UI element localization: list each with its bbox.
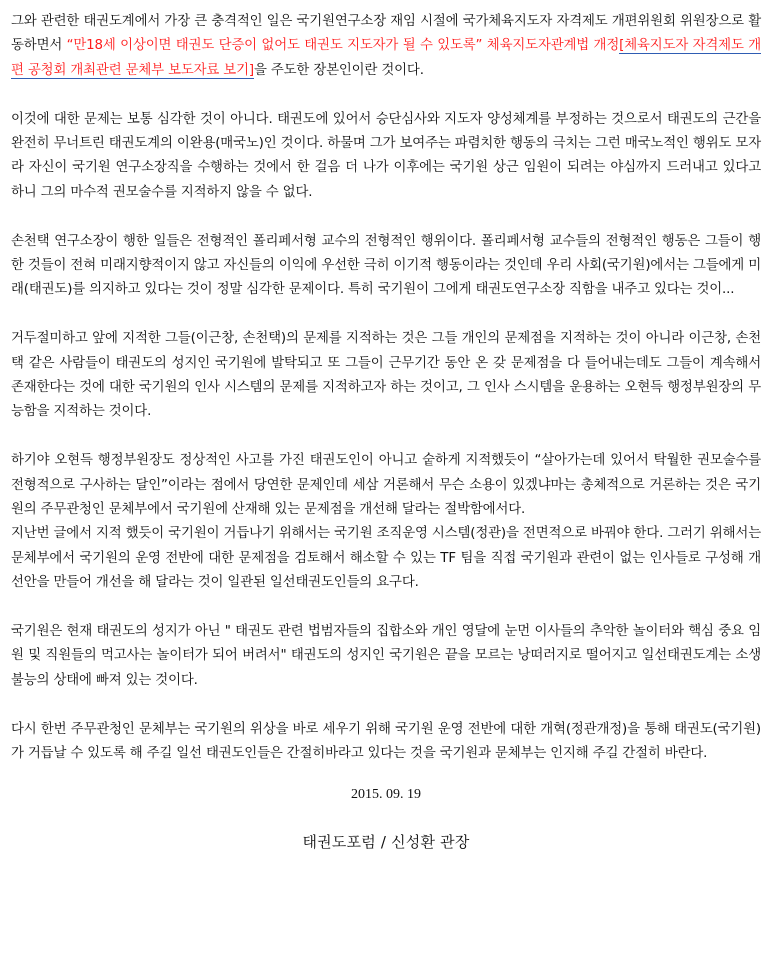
paragraph-gap (11, 693, 761, 717)
paragraph-gap (11, 425, 761, 449)
paragraph-1-end: 을 주도한 장본인이란 것이다. (253, 62, 424, 78)
paragraph-7: 국기원은 현재 태권도의 성지가 아닌 " 태권도 관련 법범자들의 집합소와 개인 영달에 눈먼 이사들의 추악한 놀이터와 핵심 중요 임원 및 직원들의 먹고사는 놀이터가 되어 버려서" 태권도의 성지인 국기원은 끝을 모르는 낭떠러지로 떨어지고 일선태권도계는 소생불능의 상태에 빠져 있는 것이다. (11, 624, 761, 688)
paragraph-5: 하기야 오현득 행정부원장도 정상적인 사고를 가진 태권도인이 아니고 숱하게 지적했듯이 “살아가는데 있어서 탁월한 권모술수를 전형적으로 구사하는 달인”이라는 점에서 당연한 문제인데 세삼 거론해서 무슨 소용이 있겠냐마는 총체적으로 거론하는 것은 국기원의 주무관청인 문체부에서 국기원에 산재해 있는 문제점을 개선해 달라는 절박함에서다. (11, 453, 761, 518)
article-date: 2015. 09. 19 (351, 786, 421, 802)
highlighted-quote: “만18세 이상이면 태권도 단증이 없어도 태권도 지도자가 될 수 있도록” 체육지도자관계법 개정 (66, 38, 620, 54)
press-release-link[interactable]: [체육지도자 자격제도 개편 공청회 개최관련 문체부 보도자료 보기] (11, 38, 762, 78)
paragraph-gap (11, 83, 761, 107)
paragraph-6: 지난번 글에서 지적 했듯이 국기원이 거듭나기 위해서는 국기원 조직운영 시스템(정관)을 전면적으로 바꿔야 한다. 그러기 위해서는 문체부에서 국기원의 운영 전반에 대한 문제점을 검토해서 해소할 수 있는 TF 팀을 직접 국기원과 관련이 없는 인사들로 구성해 개선안을 만들어 개선을 해 달라는 것이 일관된 일선태권도인들의 요구다. (11, 526, 761, 591)
paragraph-8: 다시 한번 주무관청인 문체부는 국기원의 위상을 바로 세우기 위해 국기원 운영 전반에 대한 개혁(정관개정)을 통해 태권도(국기원)가 거듭날 수 있도록 해 주길 일선 태권도인들은 간절히바라고 있다는 것을 국기원과 문체부는 인지해 주길 간절히 바란다. (11, 721, 761, 762)
paragraph-1 (11, 10, 761, 83)
paragraph-gap (11, 596, 761, 620)
paragraph-gap (11, 303, 761, 327)
paragraph-3: 손천택 연구소장이 행한 일들은 전형적인 폴리페서형 교수의 전형적인 행위이다. 폴리페서형 교수들의 전형적인 행동은 그들이 행한 것들이 전혀 미래지향적이지 않고 자신들의 이익에 우선한 극히 이기적 행동이라는 것인데 우리 사회(국기원)에서는 그들에게 미래(태권도)를 의지하고 있다는 것이 정말 심각한 문제이다. 특히 국기원이 그에게 태권도연구소장 직함을 내주고 있다는 것이... (11, 233, 761, 298)
paragraph-1-text: 그와 관련한 태권도계에서 가장 큰 충격적인 일은 국기원연구소장 재임 시절에 국가체육지도자 자격제도 개편위원회 위원장으로 활동하면서 (11, 14, 761, 54)
paragraph-4: 거두절미하고 앞에 지적한 그들(이근창, 손천택)의 문제를 지적하는 것은 그들 개인의 문제점을 지적하는 것이 아니라 이근창, 손천택 같은 사람들이 태권도의 성지인 국기원에 발탁되고 또 그들이 근무기간 동안 온 갖 문제점을 다 들어내는데도 그들이 계속해서 존재한다는 것에 대한 국기원의 인사 시스템의 문제를 지적하고자 하는 것이고, 그 인사 스시템을 운용하는 오현득 행정부원장의 무능함을 지적하는 것이다. (11, 331, 761, 420)
paragraph-2: 이것에 대한 문제는 보통 심각한 것이 아니다. 태권도에 있어서 승단심사와 지도자 양성체계를 부정하는 것으로서 태권도의 근간을 완전히 무너트린 태권도계의 이완용(매국노)인 것이다. 하물며 그가 보여주는 파렴치한 행동의 극치는 그런 매국노적인 행위도 모자라 자신이 국기원 연구소장직을 수행하는 것에서 한 걸음 더 나가 이후에는 국기원 상근 임원이 되려는 야심까지 드러내고 있다고 하니 그의 마수적 권모술수를 지적하지 않을 수 없다. (11, 111, 761, 200)
paragraph-gap (11, 205, 761, 229)
author-signature: 태권도포럼 / 신성환 관장 (302, 832, 470, 851)
